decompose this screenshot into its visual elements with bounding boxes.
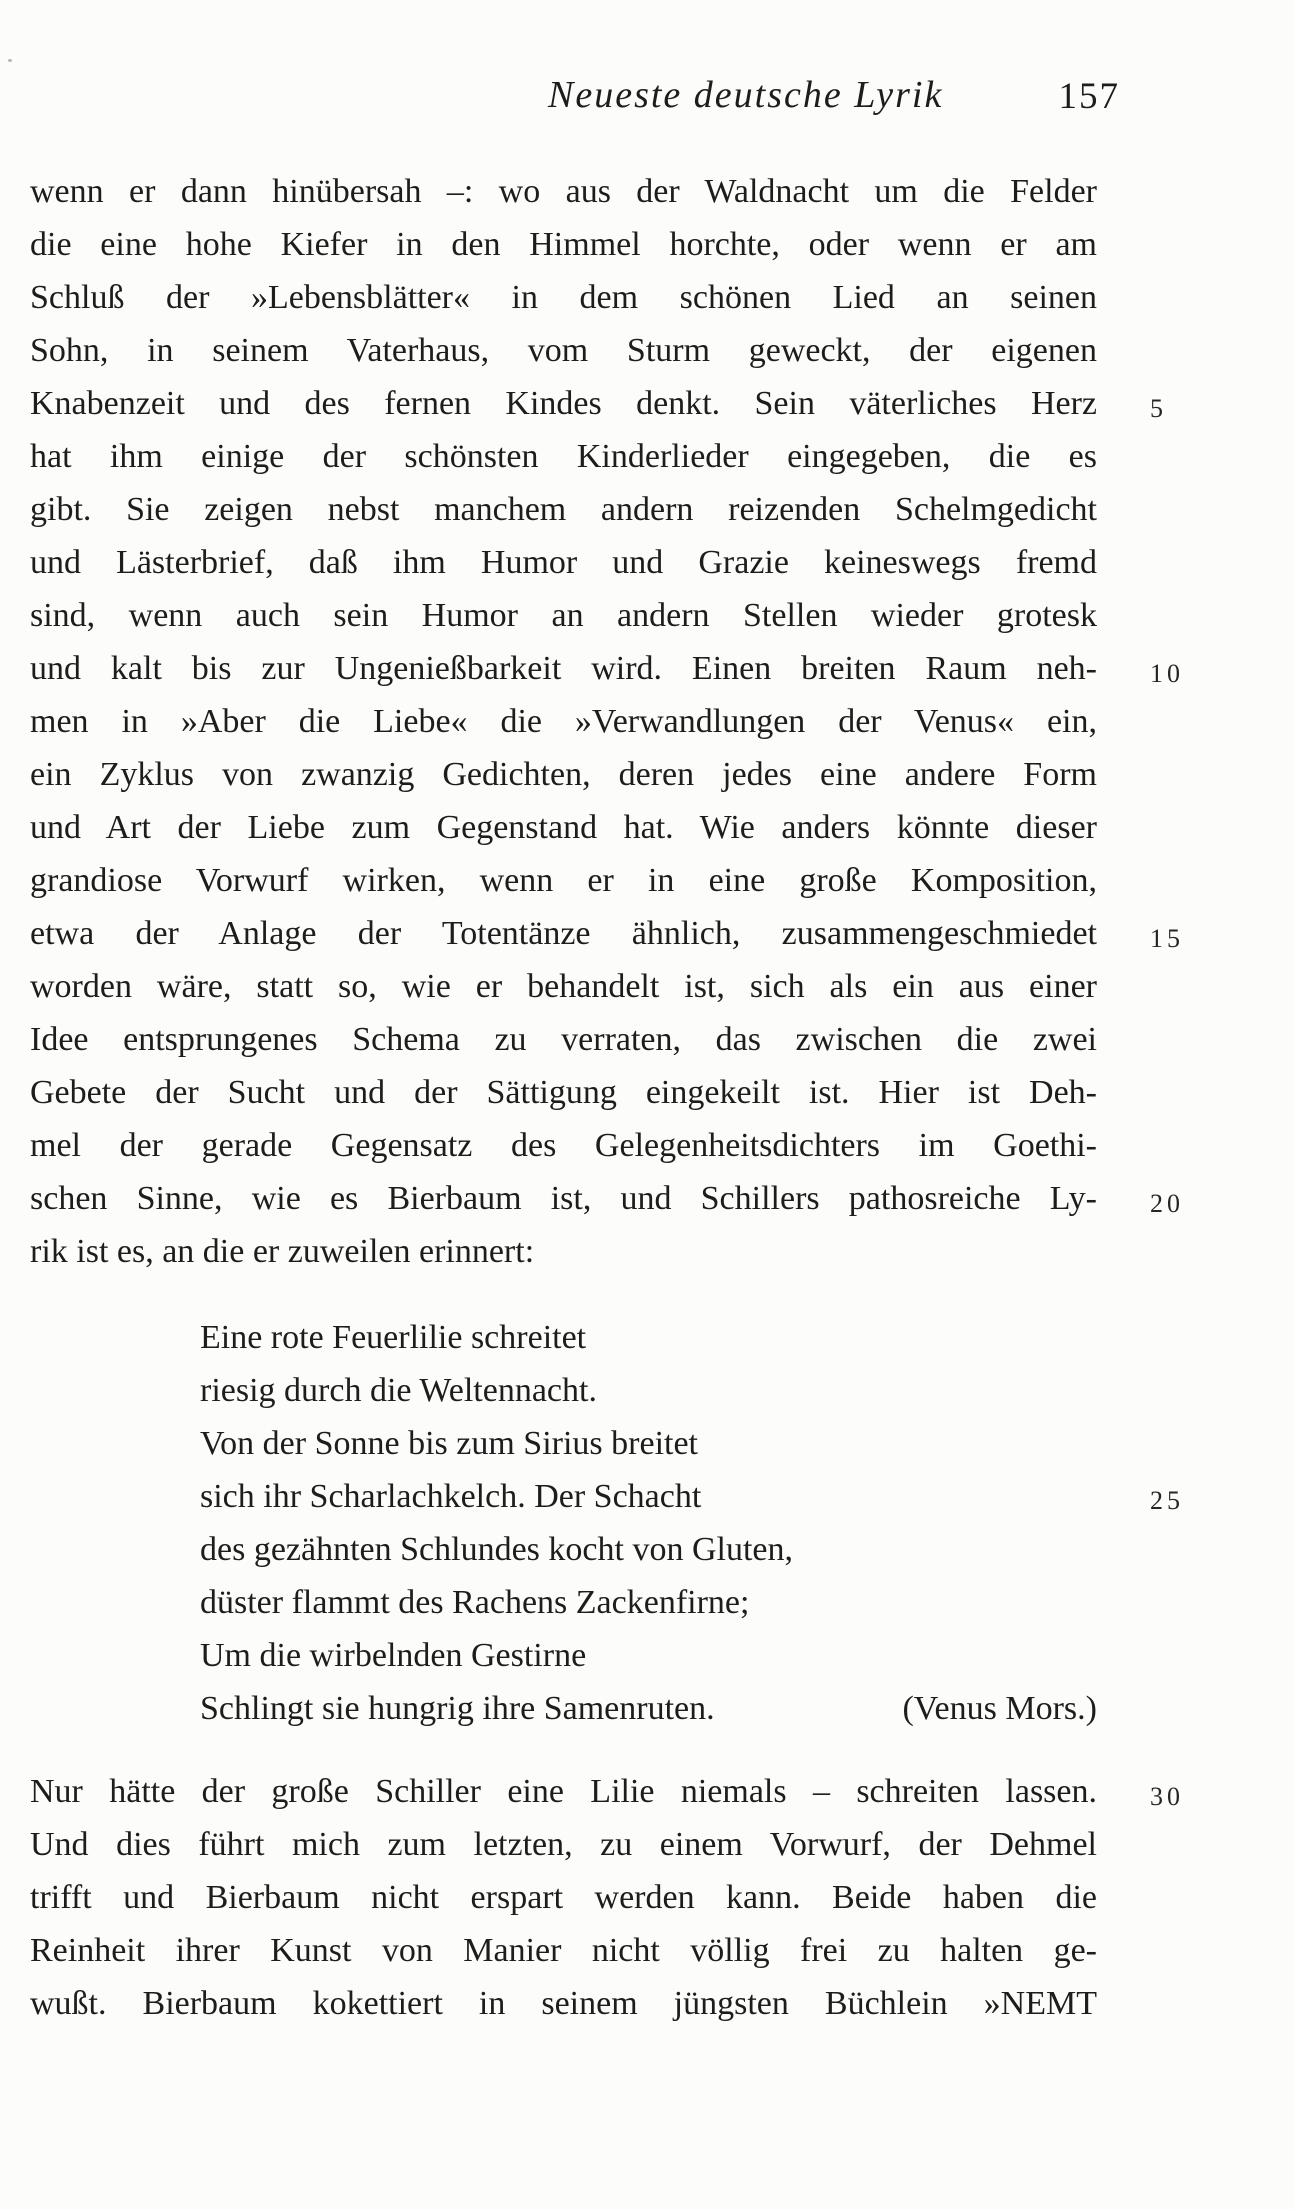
text-line: grandiose Vorwurf wirken, wenn er in eine große Komposition, — [30, 862, 1097, 899]
text-line: Gebete der Sucht und der Sättigung eingekeilt ist. Hier ist Deh- — [30, 1074, 1097, 1111]
body-paragraph — [30, 165, 1097, 1278]
text-line: wußt. Bierbaum kokettiert in seinem jüngsten Büchlein »NEMT — [30, 1985, 1097, 2022]
text-line: wenn er dann hinübersah –: wo aus der Waldnacht um die Felder — [30, 173, 1097, 210]
poem-line: Schlingt sie hungrig ihre Samenruten. — [200, 1690, 715, 1727]
text-line: Knabenzeit und des fernen Kindes denkt. Sein väterliches Herz — [30, 385, 1097, 422]
running-head-title: Neueste deutsche Lyrik — [548, 74, 944, 116]
margin-line-number: 15 — [1150, 924, 1184, 953]
text-line: worden wäre, statt so, wie er behandelt ist, sich als ein aus einer — [30, 968, 1097, 1005]
text-line: gibt. Sie zeigen nebst manchem andern reizenden Schelmgedicht — [30, 491, 1097, 528]
text-line: und Art der Liebe zum Gegenstand hat. Wie anders könnte dieser — [30, 809, 1097, 846]
text-line: etwa der Anlage der Totentänze ähnlich, zusammengeschmiedet — [30, 915, 1097, 952]
text-line: und kalt bis zur Ungenießbarkeit wird. Einen breiten Raum neh- — [30, 650, 1097, 687]
text-column — [30, 165, 1097, 2030]
text-line: und Lästerbrief, daß ihm Humor und Grazie keineswegs fremd — [30, 544, 1097, 581]
text-line: Schluß der »Lebensblätter« in dem schönen Lied an seinen — [30, 279, 1097, 316]
margin-line-number: 10 — [1150, 659, 1184, 688]
text-line: hat ihm einige der schönsten Kinderlieder eingegeben, die es — [30, 438, 1097, 475]
poem-last-line — [200, 1682, 1097, 1735]
poem-line: Um die wirbelnden Gestirne — [200, 1637, 587, 1674]
text-line: rik ist es, an die er zuweilen erinnert: — [30, 1233, 535, 1270]
text-line: Reinheit ihrer Kunst von Manier nicht völlig frei zu halten ge- — [30, 1932, 1097, 1969]
text-line: Und dies führt mich zum letzten, zu einem Vorwurf, der Dehmel — [30, 1826, 1097, 1863]
body-paragraph — [30, 1765, 1097, 2030]
poem-quotation — [200, 1311, 1097, 1735]
text-line: Idee entsprungenes Schema zu verraten, das zwischen die zwei — [30, 1021, 1097, 1058]
poem-line: riesig durch die Weltennacht. — [200, 1372, 597, 1409]
paper-speck — [8, 59, 12, 62]
text-line: mel der gerade Gegensatz des Gelegenheitsdichters im Goethi- — [30, 1127, 1097, 1164]
poem-line: des gezähnten Schlundes kocht von Gluten, — [200, 1531, 793, 1568]
poem-lines — [200, 1311, 1097, 1682]
margin-line-number: 5 — [1150, 394, 1167, 423]
margin-line-number: 25 — [1150, 1486, 1184, 1515]
poem-line: Von der Sonne bis zum Sirius breitet — [200, 1425, 698, 1462]
text-line: schen Sinne, wie es Bierbaum ist, und Schillers pathosreiche Ly- — [30, 1180, 1097, 1217]
text-line: die eine hohe Kiefer in den Himmel horchte, oder wenn er am — [30, 226, 1097, 263]
poem-attribution: (Venus Mors.) — [902, 1690, 1097, 1727]
text-line: trifft und Bierbaum nicht erspart werden kann. Beide haben die — [30, 1879, 1097, 1916]
text-line: sind, wenn auch sein Humor an andern Stellen wieder grotesk — [30, 597, 1097, 634]
text-line: ein Zyklus von zwanzig Gedichten, deren jedes eine andere Form — [30, 756, 1097, 793]
poem-line: düster flammt des Rachens Zackenfirne; — [200, 1584, 750, 1621]
margin-line-numbers — [1150, 0, 1230, 2209]
text-line: Nur hätte der große Schiller eine Lilie niemals – schreiten lassen. — [30, 1773, 1097, 1810]
text-line: men in »Aber die Liebe« die »Verwandlungen der Venus« ein, — [30, 703, 1097, 740]
margin-line-number: 20 — [1150, 1189, 1184, 1218]
text-line: Sohn, in seinem Vaterhaus, vom Sturm geweckt, der eigenen — [30, 332, 1097, 369]
poem-line: sich ihr Scharlachkelch. Der Schacht — [200, 1478, 702, 1515]
poem-line: Eine rote Feuerlilie schreitet — [200, 1319, 587, 1356]
page-number: 157 — [1058, 76, 1120, 117]
margin-line-number: 30 — [1150, 1782, 1184, 1811]
